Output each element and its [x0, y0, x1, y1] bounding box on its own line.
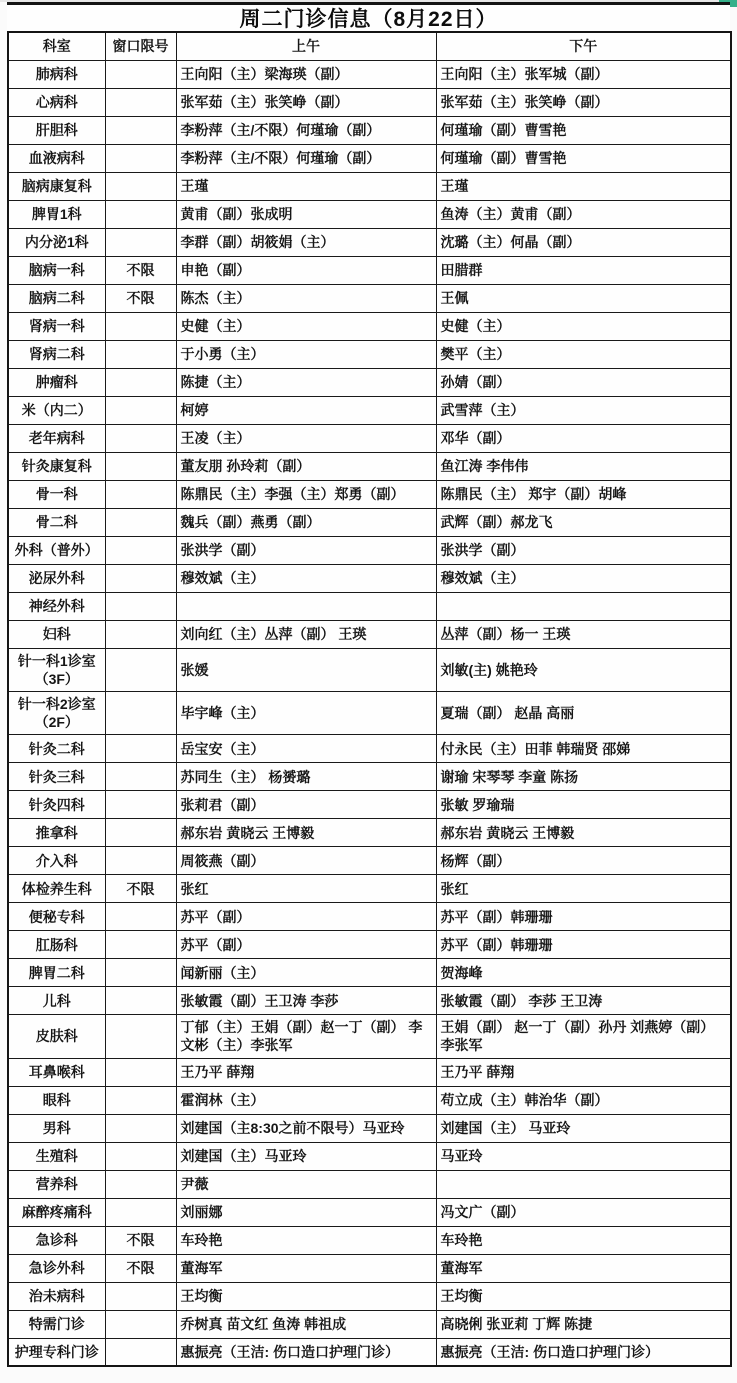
table-row [8, 1198, 731, 1226]
am-cell: 于小勇（主） [176, 340, 436, 368]
limit-cell: 不限 [105, 256, 176, 284]
pm-cell: 董海军 [436, 1254, 731, 1282]
dept-cell: 肿瘤科 [8, 368, 105, 396]
dept-cell: 脾胃二科 [8, 959, 105, 987]
table-row [8, 819, 731, 847]
dept-cell: 儿科 [8, 987, 105, 1015]
limit-cell [105, 691, 176, 734]
pm-cell: 贺海峰 [436, 959, 731, 987]
dept-cell: 肾病二科 [8, 340, 105, 368]
am-cell: 王凌（主） [176, 424, 436, 452]
am-cell [176, 592, 436, 620]
pm-cell: 鱼涛（主）黄甫（副） [436, 200, 731, 228]
pm-cell: 鱼江涛 李伟伟 [436, 452, 731, 480]
am-cell: 郝东岩 黄晓云 王博毅 [176, 819, 436, 847]
am-cell: 王瑾 [176, 172, 436, 200]
table-row [8, 691, 731, 734]
pm-cell: 田腊群 [436, 256, 731, 284]
table-row [8, 1170, 731, 1198]
dept-cell: 针灸四科 [8, 791, 105, 819]
dept-cell: 针灸三科 [8, 763, 105, 791]
schedule-table [7, 31, 732, 1367]
pm-cell: 王向阳（主）张军城（副） [436, 60, 731, 88]
table-row [8, 368, 731, 396]
am-cell: 惠振亮（王洁: 伤口造口护理门诊） [176, 1338, 436, 1366]
limit-cell: 不限 [105, 1254, 176, 1282]
table-row [8, 903, 731, 931]
table-row [8, 735, 731, 763]
pm-cell: 高晓俐 张亚莉 丁辉 陈捷 [436, 1310, 731, 1338]
limit-cell [105, 931, 176, 959]
limit-cell [105, 452, 176, 480]
limit-cell [105, 1142, 176, 1170]
dept-cell: 急诊外科 [8, 1254, 105, 1282]
dept-cell: 骨二科 [8, 508, 105, 536]
limit-cell [105, 1170, 176, 1198]
pm-cell: 孙婧（副） [436, 368, 731, 396]
limit-cell [105, 735, 176, 763]
table-row [8, 1142, 731, 1170]
am-cell: 张莉君（副） [176, 791, 436, 819]
am-cell: 周筱燕（副） [176, 847, 436, 875]
dept-cell: 体检养生科 [8, 875, 105, 903]
table-row [8, 200, 731, 228]
schedule-sheet [7, 2, 730, 1367]
dept-cell: 麻醉疼痛科 [8, 1198, 105, 1226]
table-row [8, 452, 731, 480]
table-row [8, 424, 731, 452]
am-cell: 王乃平 薛翔 [176, 1058, 436, 1086]
pm-cell: 穆效斌（主） [436, 564, 731, 592]
table-row [8, 284, 731, 312]
table-row [8, 480, 731, 508]
am-cell: 苏平（副） [176, 903, 436, 931]
am-cell: 乔树真 苗文红 鱼涛 韩祖成 [176, 1310, 436, 1338]
table-row [8, 1338, 731, 1366]
dept-cell: 生殖科 [8, 1142, 105, 1170]
dept-cell: 男科 [8, 1114, 105, 1142]
dept-cell: 护理专科门诊 [8, 1338, 105, 1366]
table-row [8, 1282, 731, 1310]
limit-cell [105, 903, 176, 931]
dept-cell: 泌尿外科 [8, 564, 105, 592]
table-row [8, 1254, 731, 1282]
table-row [8, 312, 731, 340]
pm-cell: 陈鼎民（主） 郑宇（副）胡峰 [436, 480, 731, 508]
pm-cell: 王娟（副） 赵一丁（副）孙丹 刘燕婷（副）李张军 [436, 1015, 731, 1058]
pm-cell: 史健（主） [436, 312, 731, 340]
table-row [8, 620, 731, 648]
am-cell: 李粉萍（主/不限）何瑾瑜（副） [176, 116, 436, 144]
dept-cell: 肺病科 [8, 60, 105, 88]
table-row [8, 875, 731, 903]
am-cell: 刘建国（主）马亚玲 [176, 1142, 436, 1170]
limit-cell [105, 1338, 176, 1366]
dept-cell: 脾胃1科 [8, 200, 105, 228]
am-cell: 董海军 [176, 1254, 436, 1282]
am-cell: 丁郁（主）王娟（副）赵一丁（副） 李文彬（主）李张军 [176, 1015, 436, 1058]
limit-cell [105, 340, 176, 368]
limit-cell [105, 424, 176, 452]
limit-cell [105, 88, 176, 116]
pm-cell: 何瑾瑜（副）曹雪艳 [436, 144, 731, 172]
limit-cell [105, 847, 176, 875]
am-cell: 张媛 [176, 648, 436, 691]
dept-cell: 针灸二科 [8, 735, 105, 763]
dept-cell: 肾病一科 [8, 312, 105, 340]
table-row [8, 340, 731, 368]
limit-cell [105, 312, 176, 340]
limit-cell [105, 1015, 176, 1058]
dept-cell: 外科（普外） [8, 536, 105, 564]
pm-cell: 谢瑜 宋琴琴 李童 陈扬 [436, 763, 731, 791]
limit-cell [105, 564, 176, 592]
am-cell: 董友朋 孙玲莉（副） [176, 452, 436, 480]
am-cell: 刘丽娜 [176, 1198, 436, 1226]
table-row [8, 959, 731, 987]
am-cell: 闻新丽（主） [176, 959, 436, 987]
am-cell: 穆效斌（主） [176, 564, 436, 592]
pm-cell: 苏平（副）韩珊珊 [436, 903, 731, 931]
pm-cell [436, 1170, 731, 1198]
pm-cell: 郝东岩 黄晓云 王博毅 [436, 819, 731, 847]
am-cell: 李群（副）胡筱娟（主） [176, 228, 436, 256]
limit-cell [105, 396, 176, 424]
am-cell: 王向阳（主）梁海瑛（副） [176, 60, 436, 88]
am-cell: 史健（主） [176, 312, 436, 340]
pm-cell [436, 592, 731, 620]
limit-cell [105, 480, 176, 508]
table-row [8, 508, 731, 536]
limit-cell [105, 819, 176, 847]
table-row [8, 847, 731, 875]
column-header-window-limit: 窗口限号 [105, 32, 176, 60]
limit-cell [105, 1310, 176, 1338]
pm-cell: 沈璐（主）何晶（副） [436, 228, 731, 256]
table-row [8, 228, 731, 256]
pm-cell: 付永民（主）田菲 韩瑞贤 邵娣 [436, 735, 731, 763]
am-cell: 毕宇峰（主） [176, 691, 436, 734]
dept-cell: 内分泌1科 [8, 228, 105, 256]
dept-cell: 脑病二科 [8, 284, 105, 312]
am-cell: 陈鼎民（主）李强（主）郑勇（副） [176, 480, 436, 508]
pm-cell: 苟立成（主）韩治华（副） [436, 1086, 731, 1114]
pm-cell: 樊平（主） [436, 340, 731, 368]
page-title: 周二门诊信息（8月22日） [239, 8, 498, 31]
dept-cell: 妇科 [8, 620, 105, 648]
dept-cell: 皮肤科 [8, 1015, 105, 1058]
limit-cell [105, 987, 176, 1015]
limit-cell: 不限 [105, 284, 176, 312]
dept-cell: 针灸康复科 [8, 452, 105, 480]
pm-cell: 马亚玲 [436, 1142, 731, 1170]
limit-cell [105, 959, 176, 987]
dept-cell: 特需门诊 [8, 1310, 105, 1338]
dept-cell: 骨一科 [8, 480, 105, 508]
am-cell: 张红 [176, 875, 436, 903]
pm-cell: 张敏霞（副） 李莎 王卫涛 [436, 987, 731, 1015]
pm-cell: 王均衡 [436, 1282, 731, 1310]
am-cell: 李粉萍（主/不限）何瑾瑜（副） [176, 144, 436, 172]
pm-cell: 张敏 罗瑜瑞 [436, 791, 731, 819]
table-row [8, 931, 731, 959]
limit-cell: 不限 [105, 875, 176, 903]
pm-cell: 夏瑞（副） 赵晶 高丽 [436, 691, 731, 734]
limit-cell [105, 200, 176, 228]
pm-cell: 武辉（副）郝龙飞 [436, 508, 731, 536]
pm-cell: 苏平（副）韩珊珊 [436, 931, 731, 959]
limit-cell [105, 144, 176, 172]
limit-cell [105, 1198, 176, 1226]
am-cell: 陈杰（主） [176, 284, 436, 312]
limit-cell [105, 648, 176, 691]
table-row [8, 536, 731, 564]
dept-cell: 便秘专科 [8, 903, 105, 931]
table-row [8, 1310, 731, 1338]
pm-cell: 张红 [436, 875, 731, 903]
am-cell: 黄甫（副）张成明 [176, 200, 436, 228]
table-row [8, 396, 731, 424]
pm-cell: 武雪萍（主） [436, 396, 731, 424]
dept-cell: 老年病科 [8, 424, 105, 452]
dept-cell: 针一科1诊室（3F） [8, 648, 105, 691]
table-row [8, 987, 731, 1015]
dept-cell: 推拿科 [8, 819, 105, 847]
pm-cell: 冯文广（副） [436, 1198, 731, 1226]
title-bar [7, 2, 730, 31]
dept-cell: 耳鼻喉科 [8, 1058, 105, 1086]
am-cell: 苏平（副） [176, 931, 436, 959]
am-cell: 车玲艳 [176, 1226, 436, 1254]
pm-cell: 邓华（副） [436, 424, 731, 452]
dept-cell: 血液病科 [8, 144, 105, 172]
limit-cell [105, 60, 176, 88]
pm-cell: 丛萍（副）杨一 王瑛 [436, 620, 731, 648]
table-row [8, 763, 731, 791]
limit-cell [105, 1058, 176, 1086]
column-header-afternoon: 下午 [436, 32, 731, 60]
dept-cell: 心病科 [8, 88, 105, 116]
pm-cell: 杨辉（副） [436, 847, 731, 875]
limit-cell [105, 620, 176, 648]
limit-cell [105, 592, 176, 620]
limit-cell [105, 228, 176, 256]
limit-cell [105, 763, 176, 791]
dept-cell: 脑病康复科 [8, 172, 105, 200]
column-header-morning: 上午 [176, 32, 436, 60]
dept-cell: 肛肠科 [8, 931, 105, 959]
limit-cell [105, 791, 176, 819]
am-cell: 张军茹（主）张笑峥（副） [176, 88, 436, 116]
am-cell: 尹薇 [176, 1170, 436, 1198]
am-cell: 申艳（副） [176, 256, 436, 284]
am-cell: 刘向红（主）丛萍（副） 王瑛 [176, 620, 436, 648]
pm-cell: 张军茹（主）张笑峥（副） [436, 88, 731, 116]
limit-cell [105, 172, 176, 200]
table-row [8, 256, 731, 284]
am-cell: 柯婷 [176, 396, 436, 424]
am-cell: 岳宝安（主） [176, 735, 436, 763]
pm-cell: 王瑾 [436, 172, 731, 200]
table-row [8, 1114, 731, 1142]
pm-cell: 王佩 [436, 284, 731, 312]
schedule-table-body [8, 60, 731, 1366]
dept-cell: 急诊科 [8, 1226, 105, 1254]
header-row [8, 32, 731, 60]
pm-cell: 何瑾瑜（副）曹雪艳 [436, 116, 731, 144]
table-row [8, 172, 731, 200]
dept-cell: 脑病一科 [8, 256, 105, 284]
am-cell: 张洪学（副） [176, 536, 436, 564]
table-row [8, 1015, 731, 1058]
column-header-department: 科室 [8, 32, 105, 60]
am-cell: 魏兵（副）燕勇（副） [176, 508, 436, 536]
limit-cell [105, 508, 176, 536]
pm-cell: 张洪学（副） [436, 536, 731, 564]
limit-cell: 不限 [105, 1226, 176, 1254]
pm-cell: 刘建国（主） 马亚玲 [436, 1114, 731, 1142]
dept-cell: 肝胆科 [8, 116, 105, 144]
dept-cell: 针一科2诊室（2F） [8, 691, 105, 734]
dept-cell: 米（内二） [8, 396, 105, 424]
table-row [8, 1058, 731, 1086]
table-row [8, 1086, 731, 1114]
limit-cell [105, 368, 176, 396]
dept-cell: 神经外科 [8, 592, 105, 620]
am-cell: 张敏霞（副）王卫涛 李莎 [176, 987, 436, 1015]
table-row [8, 564, 731, 592]
am-cell: 王均衡 [176, 1282, 436, 1310]
table-row [8, 116, 731, 144]
table-row [8, 791, 731, 819]
limit-cell [105, 536, 176, 564]
table-row [8, 648, 731, 691]
limit-cell [105, 1086, 176, 1114]
am-cell: 刘建国（主8:30之前不限号）马亚玲 [176, 1114, 436, 1142]
limit-cell [105, 1114, 176, 1142]
dept-cell: 营养科 [8, 1170, 105, 1198]
table-row [8, 1226, 731, 1254]
table-row [8, 144, 731, 172]
pm-cell: 车玲艳 [436, 1226, 731, 1254]
dept-cell: 眼科 [8, 1086, 105, 1114]
limit-cell [105, 116, 176, 144]
pm-cell: 刘敏(主) 姚艳玲 [436, 648, 731, 691]
dept-cell: 介入科 [8, 847, 105, 875]
pm-cell: 惠振亮（王洁: 伤口造口护理门诊） [436, 1338, 731, 1366]
am-cell: 苏同生（主） 杨赟璐 [176, 763, 436, 791]
table-row [8, 60, 731, 88]
am-cell: 霍润林（主） [176, 1086, 436, 1114]
am-cell: 陈捷（主） [176, 368, 436, 396]
table-row [8, 88, 731, 116]
limit-cell [105, 1282, 176, 1310]
pm-cell: 王乃平 薛翔 [436, 1058, 731, 1086]
table-row [8, 592, 731, 620]
dept-cell: 治未病科 [8, 1282, 105, 1310]
